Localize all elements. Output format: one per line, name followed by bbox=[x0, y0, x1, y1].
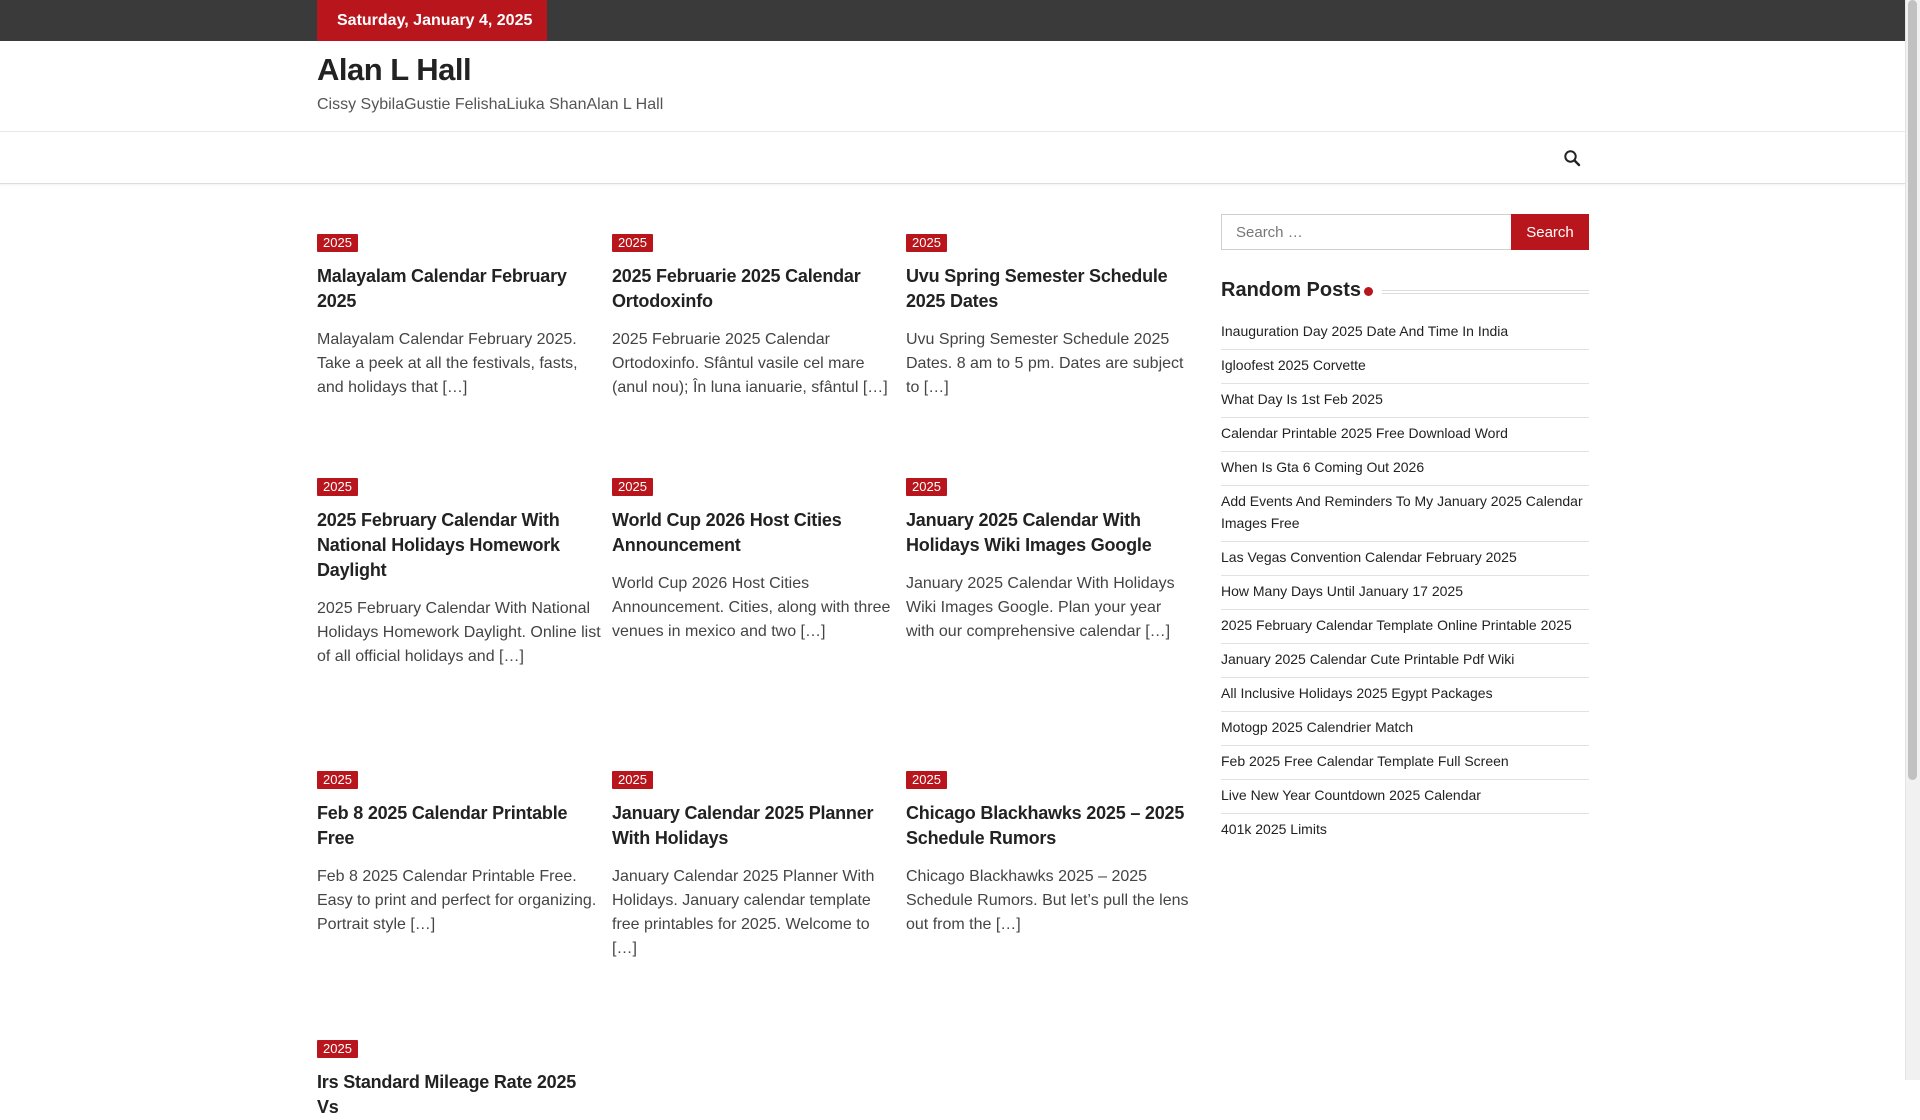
random-post-link[interactable]: When Is Gta 6 Coming Out 2026 bbox=[1221, 452, 1589, 486]
post-excerpt: 2025 February Calendar With National Holidays Homework Daylight. Online list of all official holidays and […] bbox=[317, 600, 601, 665]
random-post-link[interactable]: Live New Year Countdown 2025 Calendar bbox=[1221, 780, 1589, 814]
date-badge: Saturday, January 4, 2025 bbox=[317, 0, 547, 41]
category-badge[interactable]: 2025 bbox=[317, 234, 358, 252]
random-post-link[interactable]: Add Events And Reminders To My January 2025 Calendar Images Free bbox=[1221, 486, 1589, 542]
post-title[interactable]: 2025 February Calendar With National Holidays Homework Daylight bbox=[317, 510, 560, 580]
search-icon[interactable] bbox=[1563, 149, 1581, 167]
search-input[interactable] bbox=[1221, 214, 1511, 250]
category-badge[interactable]: 2025 bbox=[906, 234, 947, 252]
post-excerpt: January Calendar 2025 Planner With Holidays. January calendar template free printables for 2025. Welcome to […] bbox=[612, 868, 875, 957]
random-post-link[interactable]: Feb 2025 Free Calendar Template Full Screen bbox=[1221, 746, 1589, 780]
category-badge[interactable]: 2025 bbox=[906, 478, 947, 496]
post-card bbox=[317, 771, 602, 937]
post-excerpt: Chicago Blackhawks 2025 – 2025 Schedule Rumors. But let’s pull the lens out from the […] bbox=[906, 868, 1189, 933]
post-title[interactable]: January 2025 Calendar With Holidays Wiki Images Google bbox=[906, 510, 1152, 555]
category-badge[interactable]: 2025 bbox=[317, 771, 358, 789]
post-card bbox=[317, 1040, 602, 1120]
random-post-link[interactable]: Inauguration Day 2025 Date And Time In India bbox=[1221, 316, 1589, 350]
category-badge[interactable]: 2025 bbox=[906, 771, 947, 789]
post-card bbox=[906, 478, 1191, 644]
random-post-link[interactable]: What Day Is 1st Feb 2025 bbox=[1221, 384, 1589, 418]
post-title[interactable]: January Calendar 2025 Planner With Holidays bbox=[612, 803, 874, 848]
site-title[interactable]: Alan L Hall bbox=[317, 52, 472, 87]
post-card bbox=[612, 234, 897, 400]
site-description: Cissy SybilaGustie FelishaLiuka ShanAlan L Hall bbox=[317, 96, 664, 113]
post-title[interactable]: Irs Standard Mileage Rate 2025 Vs bbox=[317, 1072, 577, 1117]
random-post-link[interactable]: January 2025 Calendar Cute Printable Pdf Wiki bbox=[1221, 644, 1589, 678]
nav-bar bbox=[0, 132, 1905, 184]
post-excerpt: January 2025 Calendar With Holidays Wiki Images Google. Plan your year with our comprehensive calendar […] bbox=[906, 575, 1175, 640]
post-title[interactable]: World Cup 2026 Host Cities Announcement bbox=[612, 510, 842, 555]
post-excerpt: Feb 8 2025 Calendar Printable Free. Easy to print and perfect for organizing. Portrait style […] bbox=[317, 868, 597, 933]
post-title[interactable]: Uvu Spring Semester Schedule 2025 Dates bbox=[906, 266, 1168, 311]
random-post-link[interactable]: 401k 2025 Limits bbox=[1221, 821, 1327, 837]
post-card bbox=[612, 478, 897, 644]
category-badge[interactable]: 2025 bbox=[612, 234, 653, 252]
random-post-link[interactable]: Motogp 2025 Calendrier Match bbox=[1221, 712, 1589, 746]
top-bar bbox=[0, 0, 1905, 41]
scrollbar-thumb[interactable] bbox=[1908, 0, 1917, 780]
post-card bbox=[612, 771, 897, 961]
post-excerpt: 2025 Februarie 2025 Calendar Ortodoxinfo. Sfântul vasile cel mare (anul nou); În luna ianuarie, sfântul […] bbox=[612, 331, 888, 396]
random-posts-list bbox=[1221, 316, 1589, 847]
post-title[interactable]: Chicago Blackhawks 2025 – 2025 Schedule Rumors bbox=[906, 803, 1185, 848]
category-badge[interactable]: 2025 bbox=[317, 1040, 358, 1058]
post-card bbox=[906, 771, 1191, 937]
category-badge[interactable]: 2025 bbox=[612, 771, 653, 789]
post-title[interactable]: 2025 Februarie 2025 Calendar Ortodoxinfo bbox=[612, 266, 861, 311]
random-post-link[interactable]: Las Vegas Convention Calendar February 2025 bbox=[1221, 542, 1589, 576]
post-card bbox=[906, 234, 1191, 400]
post-title[interactable]: Feb 8 2025 Calendar Printable Free bbox=[317, 803, 568, 848]
post-excerpt: World Cup 2026 Host Cities Announcement. Cities, along with three venues in mexico and two […] bbox=[612, 575, 891, 640]
random-post-link[interactable]: 2025 February Calendar Template Online Printable 2025 bbox=[1221, 610, 1589, 644]
random-post-link[interactable]: All Inclusive Holidays 2025 Egypt Packages bbox=[1221, 678, 1589, 712]
widget-title-rule bbox=[1382, 290, 1589, 294]
widget-title-dot bbox=[1364, 287, 1373, 296]
widget-title: Random Posts bbox=[1221, 279, 1362, 301]
post-title[interactable]: Malayalam Calendar February 2025 bbox=[317, 266, 567, 311]
search-button[interactable]: Search bbox=[1511, 214, 1589, 250]
post-excerpt: Uvu Spring Semester Schedule 2025 Dates. 8 am to 5 pm. Dates are subject to […] bbox=[906, 331, 1184, 396]
random-post-link[interactable]: Calendar Printable 2025 Free Download Word bbox=[1221, 418, 1589, 452]
random-post-link[interactable]: Igloofest 2025 Corvette bbox=[1221, 350, 1589, 384]
category-badge[interactable]: 2025 bbox=[317, 478, 358, 496]
random-post-link[interactable]: How Many Days Until January 17 2025 bbox=[1221, 576, 1589, 610]
post-card bbox=[317, 234, 602, 400]
page-scrollbar[interactable] bbox=[1905, 0, 1920, 1080]
post-excerpt: Malayalam Calendar February 2025. Take a peek at all the festivals, fasts, and holidays that […] bbox=[317, 331, 578, 396]
category-badge[interactable]: 2025 bbox=[612, 478, 653, 496]
post-card bbox=[317, 478, 602, 669]
